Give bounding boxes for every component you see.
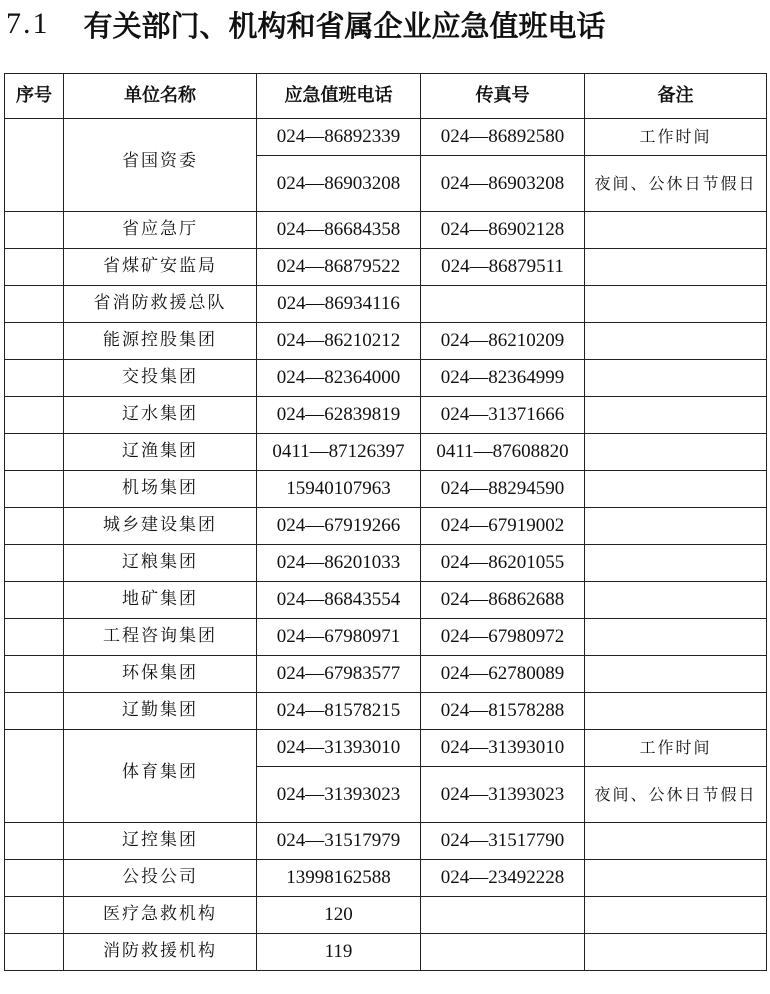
- fax-cell: 024—88294590: [421, 471, 585, 508]
- table-row: [5, 582, 767, 619]
- fax-cell: 024—86862688: [421, 582, 585, 619]
- seq-cell: [5, 897, 64, 934]
- fax-cell: 024—86210209: [421, 323, 585, 360]
- unit-name-cell: 辽粮集团: [64, 545, 257, 582]
- unit-name-cell: 消防救援机构: [64, 934, 257, 971]
- fax-cell: 024—23492228: [421, 860, 585, 897]
- table-row: [5, 471, 767, 508]
- fax-cell: 024—31517790: [421, 823, 585, 860]
- remark-cell: [585, 212, 767, 249]
- table-row: [5, 286, 767, 323]
- table-row: [5, 508, 767, 545]
- table-row: [5, 323, 767, 360]
- seq-cell: [5, 619, 64, 656]
- seq-cell: [5, 323, 64, 360]
- seq-cell: [5, 656, 64, 693]
- fax-cell: 024—31393023: [421, 767, 585, 823]
- remark-cell: [585, 286, 767, 323]
- unit-name-cell: 地矿集团: [64, 582, 257, 619]
- phone-cell: 119: [257, 934, 421, 971]
- phone-cell: 024—86201033: [257, 545, 421, 582]
- unit-name-cell: 辽渔集团: [64, 434, 257, 471]
- seq-cell: [5, 582, 64, 619]
- fax-cell: [421, 286, 585, 323]
- phone-cell: 120: [257, 897, 421, 934]
- remark-cell: [585, 582, 767, 619]
- table-row: [5, 249, 767, 286]
- page-title: [6, 2, 606, 46]
- unit-name-cell: 医疗急救机构: [64, 897, 257, 934]
- header-unit-name: 单位名称: [64, 74, 257, 119]
- remark-cell: 夜间、公休日节假日: [585, 156, 767, 212]
- fax-cell: 024—82364999: [421, 360, 585, 397]
- phone-cell: 15940107963: [257, 471, 421, 508]
- phone-cell: 024—67983577: [257, 656, 421, 693]
- seq-cell: [5, 934, 64, 971]
- table-row: [5, 119, 767, 156]
- header-duty-phone: 应急值班电话: [257, 74, 421, 119]
- unit-name-cell: 省消防救援总队: [64, 286, 257, 323]
- phone-cell: 024—62839819: [257, 397, 421, 434]
- fax-cell: 024—81578288: [421, 693, 585, 730]
- remark-cell: 工作时间: [585, 730, 767, 767]
- table-row: [5, 397, 767, 434]
- phone-cell: 024—86879522: [257, 249, 421, 286]
- remark-cell: [585, 508, 767, 545]
- remark-cell: [585, 860, 767, 897]
- fax-cell: 024—86903208: [421, 156, 585, 212]
- fax-cell: 024—31371666: [421, 397, 585, 434]
- table-header-row: [5, 74, 767, 119]
- fax-cell: 024—31393010: [421, 730, 585, 767]
- seq-cell: [5, 360, 64, 397]
- table-row: [5, 730, 767, 767]
- remark-cell: [585, 249, 767, 286]
- fax-cell: 024—67980972: [421, 619, 585, 656]
- phone-cell: 13998162588: [257, 860, 421, 897]
- fax-cell: [421, 897, 585, 934]
- table-row: [5, 545, 767, 582]
- unit-name-cell: 工程咨询集团: [64, 619, 257, 656]
- phone-cell: 024—67919266: [257, 508, 421, 545]
- phone-cell: 024—81578215: [257, 693, 421, 730]
- remark-cell: [585, 323, 767, 360]
- phone-cell: 0411—87126397: [257, 434, 421, 471]
- phone-cell: 024—82364000: [257, 360, 421, 397]
- section-number: 7.1: [6, 7, 50, 40]
- fax-cell: 024—86879511: [421, 249, 585, 286]
- seq-cell: [5, 286, 64, 323]
- fax-cell: 024—67919002: [421, 508, 585, 545]
- phone-cell: 024—86892339: [257, 119, 421, 156]
- seq-cell: [5, 212, 64, 249]
- remark-cell: [585, 693, 767, 730]
- seq-cell: [5, 860, 64, 897]
- unit-name-cell: 机场集团: [64, 471, 257, 508]
- header-fax: 传真号: [421, 74, 585, 119]
- unit-name-cell: 能源控股集团: [64, 323, 257, 360]
- remark-cell: [585, 434, 767, 471]
- remark-cell: [585, 897, 767, 934]
- fax-cell: 024—62780089: [421, 656, 585, 693]
- remark-cell: [585, 619, 767, 656]
- seq-cell: [5, 249, 64, 286]
- header-remark: 备注: [585, 74, 767, 119]
- remark-cell: [585, 545, 767, 582]
- table-row: [5, 360, 767, 397]
- phone-cell: 024—86684358: [257, 212, 421, 249]
- remark-cell: [585, 360, 767, 397]
- unit-name-cell: 辽控集团: [64, 823, 257, 860]
- table-row: [5, 897, 767, 934]
- phone-cell: 024—86903208: [257, 156, 421, 212]
- phone-cell: 024—86934116: [257, 286, 421, 323]
- seq-cell: [5, 119, 64, 212]
- header-seq: 序号: [5, 74, 64, 119]
- seq-cell: [5, 471, 64, 508]
- remark-cell: [585, 397, 767, 434]
- table-row: [5, 619, 767, 656]
- table-row: [5, 860, 767, 897]
- unit-name-cell: 省国资委: [64, 119, 257, 212]
- unit-name-cell: 城乡建设集团: [64, 508, 257, 545]
- title-text: 有关部门、机构和省属企业应急值班电话: [83, 8, 606, 43]
- unit-name-cell: 体育集团: [64, 730, 257, 823]
- seq-cell: [5, 397, 64, 434]
- unit-name-cell: 环保集团: [64, 656, 257, 693]
- phone-cell: 024—86210212: [257, 323, 421, 360]
- unit-name-cell: 辽勤集团: [64, 693, 257, 730]
- table-row: [5, 823, 767, 860]
- table-row: [5, 212, 767, 249]
- phone-cell: 024—67980971: [257, 619, 421, 656]
- seq-cell: [5, 545, 64, 582]
- seq-cell: [5, 730, 64, 823]
- seq-cell: [5, 434, 64, 471]
- remark-cell: [585, 656, 767, 693]
- phone-cell: 024—31393023: [257, 767, 421, 823]
- phone-cell: 024—86843554: [257, 582, 421, 619]
- unit-name-cell: 公投公司: [64, 860, 257, 897]
- table-row: [5, 934, 767, 971]
- fax-cell: 024—86201055: [421, 545, 585, 582]
- table-row: [5, 693, 767, 730]
- fax-cell: 0411—87608820: [421, 434, 585, 471]
- seq-cell: [5, 823, 64, 860]
- unit-name-cell: 辽水集团: [64, 397, 257, 434]
- table-row: [5, 656, 767, 693]
- unit-name-cell: 省煤矿安监局: [64, 249, 257, 286]
- unit-name-cell: 交投集团: [64, 360, 257, 397]
- fax-cell: [421, 934, 585, 971]
- emergency-phone-table: [4, 73, 767, 971]
- remark-cell: 夜间、公休日节假日: [585, 767, 767, 823]
- fax-cell: 024—86902128: [421, 212, 585, 249]
- fax-cell: 024—86892580: [421, 119, 585, 156]
- phone-cell: 024—31393010: [257, 730, 421, 767]
- seq-cell: [5, 693, 64, 730]
- table-row: [5, 434, 767, 471]
- remark-cell: [585, 823, 767, 860]
- unit-name-cell: 省应急厅: [64, 212, 257, 249]
- seq-cell: [5, 508, 64, 545]
- remark-cell: 工作时间: [585, 119, 767, 156]
- remark-cell: [585, 471, 767, 508]
- remark-cell: [585, 934, 767, 971]
- phone-cell: 024—31517979: [257, 823, 421, 860]
